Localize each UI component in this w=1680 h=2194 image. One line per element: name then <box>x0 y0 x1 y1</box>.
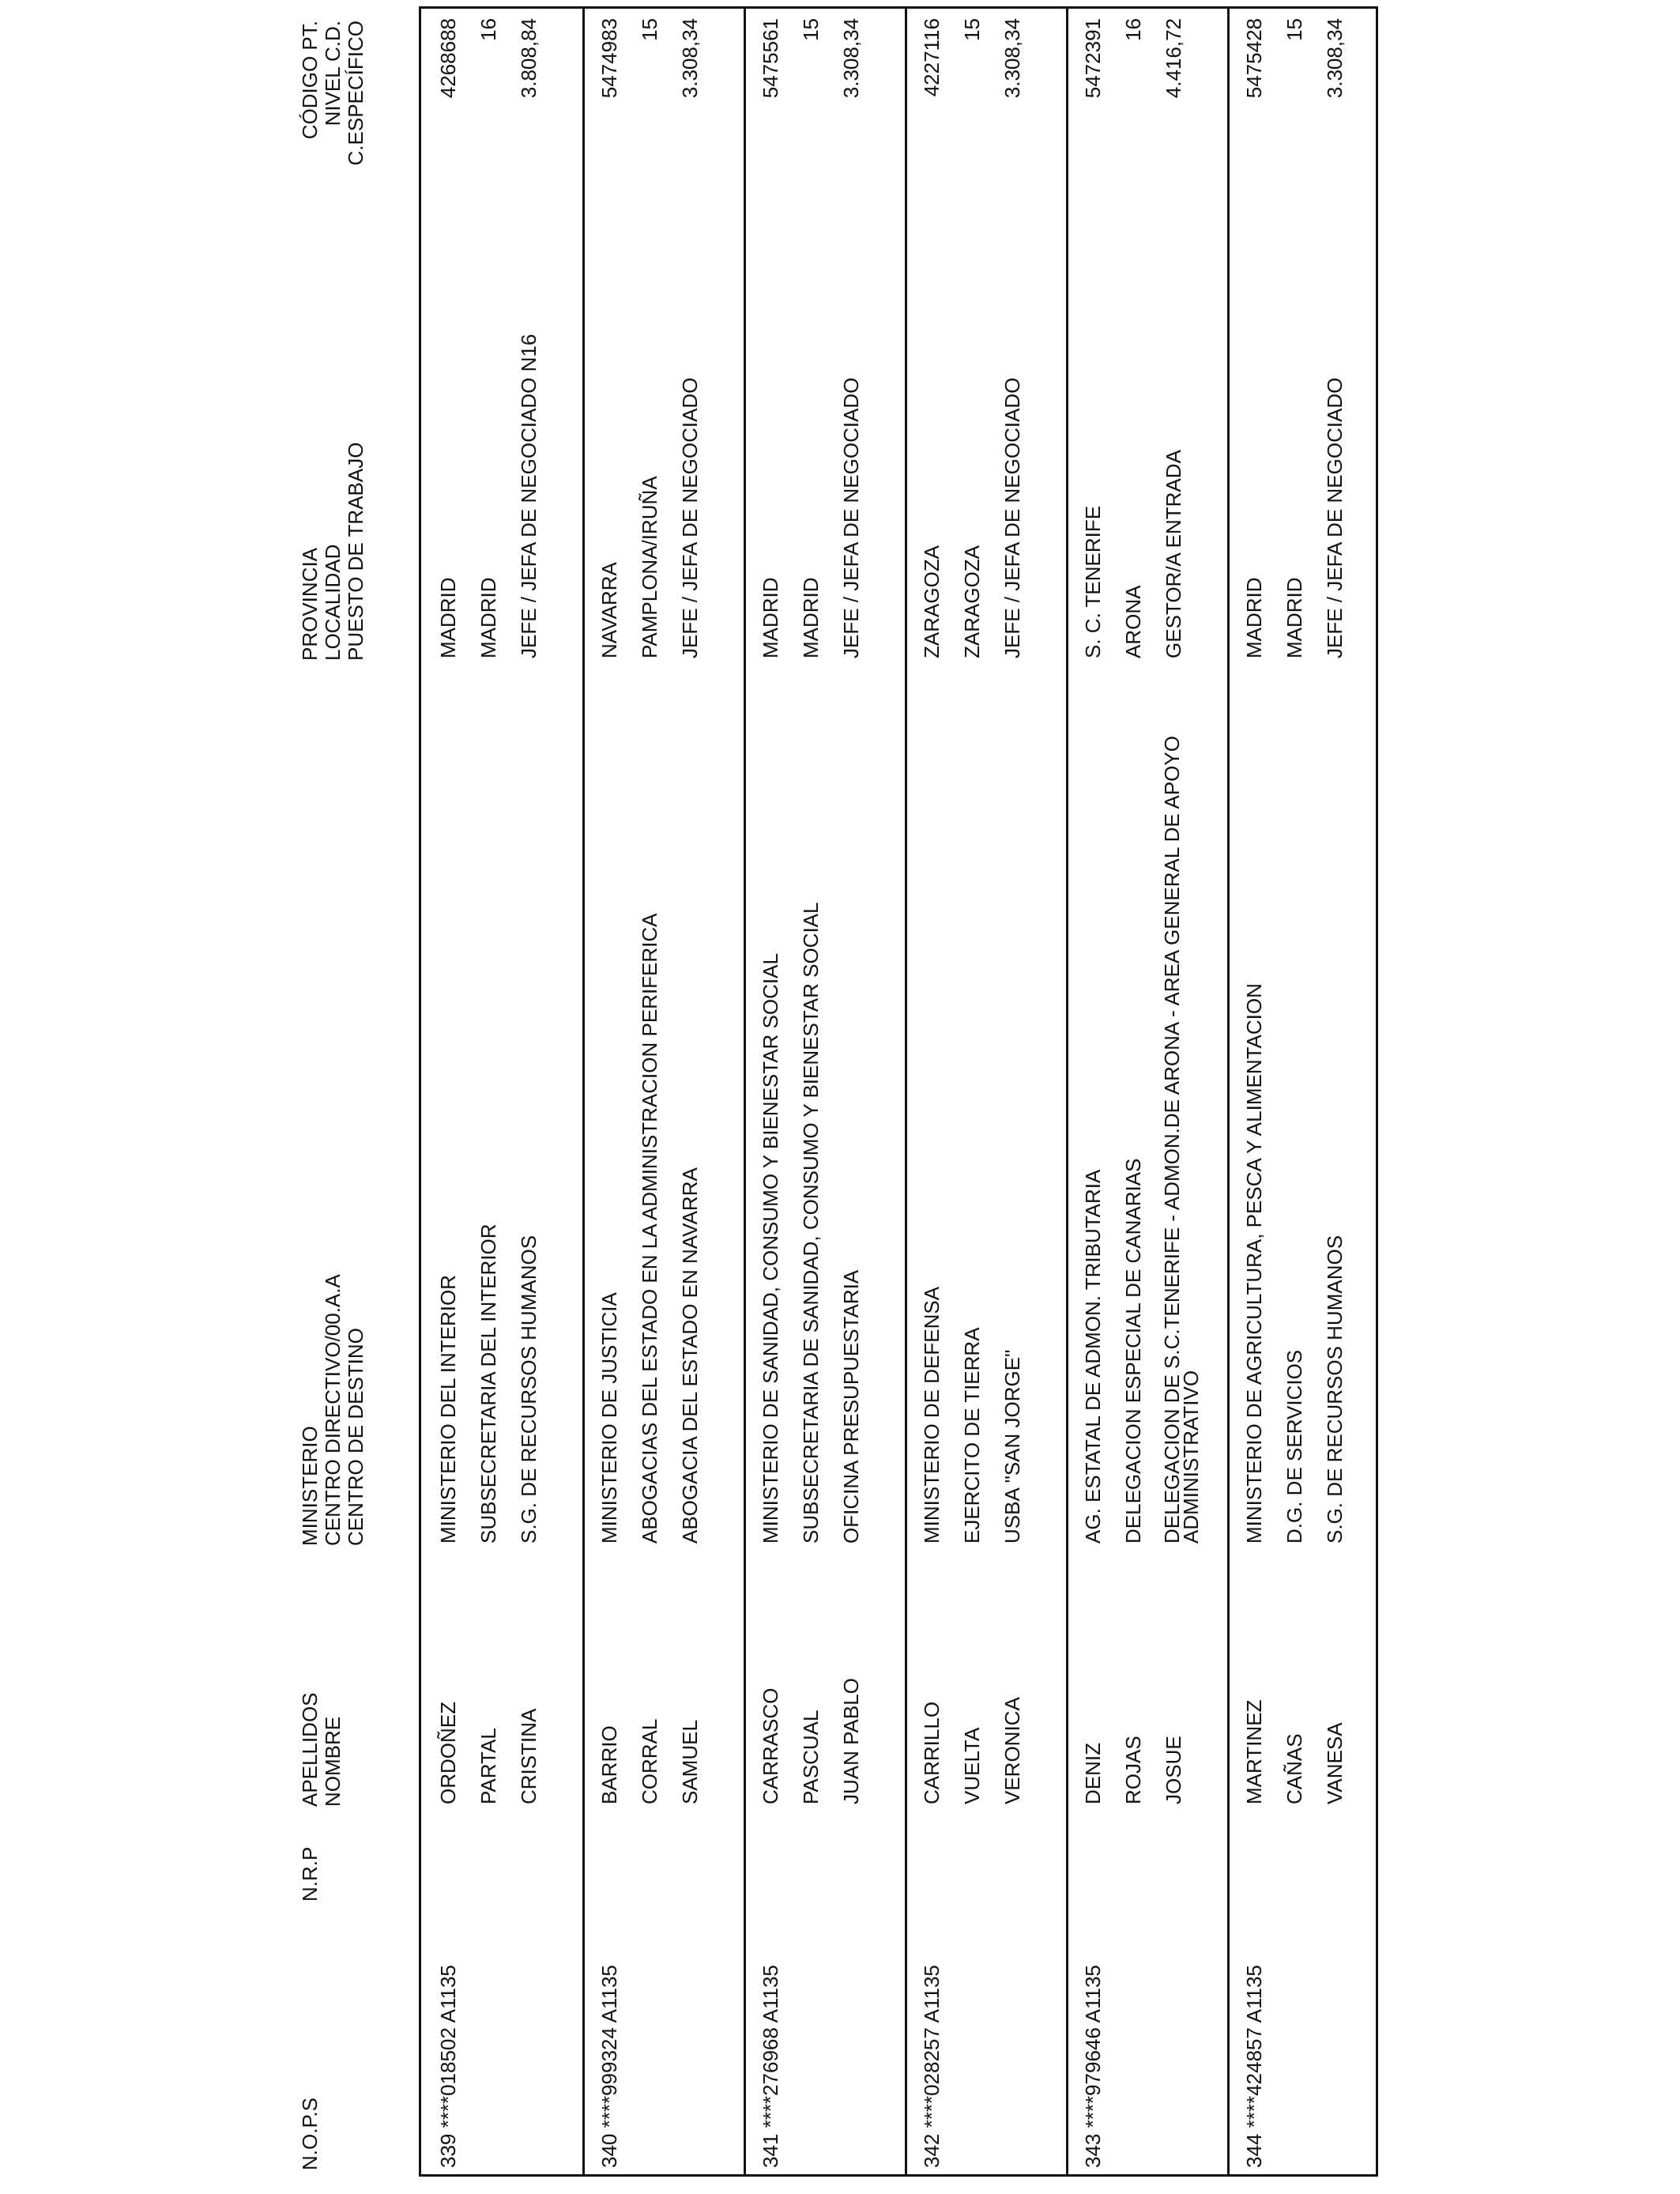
table-row <box>1066 9 1230 2174</box>
record-provincia: MADRID <box>1242 577 1266 658</box>
record-centro-directivo: DELEGACION ESPECIAL DE CANARIAS <box>1121 1158 1145 1544</box>
record-nivel: 16 <box>477 18 500 41</box>
record-localidad: PAMPLONA/IRUÑA <box>638 476 661 658</box>
table-row <box>1227 9 1388 2174</box>
record-codigo: 4227116 <box>920 18 944 97</box>
record-nombre: VERONICA <box>1000 1697 1024 1804</box>
header-nops <box>299 2098 322 2170</box>
record-provincia: ZARAGOZA <box>920 545 944 658</box>
record-puesto: JEFE / JEFA DE NEGOCIADO N16 <box>517 334 541 658</box>
record-apellido1: ORDOÑEZ <box>436 1702 460 1804</box>
header-nivel-label: NIVEL C.D. <box>321 21 345 126</box>
record-especifico: 3.308,34 <box>678 18 702 99</box>
record-codigo: 5475428 <box>1242 18 1266 99</box>
record-nops-nrp: 343 ****979646 A1135 <box>1081 1965 1105 2168</box>
record-apellido1: CARRILLO <box>920 1701 944 1804</box>
header-nops-label: N.O.P.S <box>298 2097 322 2170</box>
record-nivel: 15 <box>799 18 823 41</box>
record-ministerio: MINISTERIO DE AGRICULTURA, PESCA Y ALIMENTACION <box>1242 983 1266 1544</box>
record-centro-directivo: ABOGACIAS DEL ESTADO EN LA ADMINISTRACION PERIFERICA <box>638 913 661 1544</box>
record-centro-destino: S.G. DE RECURSOS HUMANOS <box>1323 1235 1347 1544</box>
table-row <box>582 9 746 2174</box>
record-puesto: JEFE / JEFA DE NEGOCIADO <box>839 377 863 658</box>
table-row <box>421 9 585 2174</box>
record-puesto: JEFE / JEFA DE NEGOCIADO <box>1323 377 1347 658</box>
header-nrp-label: N.R.P <box>298 1846 322 1902</box>
record-centro-directivo: SUBSECRETARIA DE SANIDAD, CONSUMO Y BIENESTAR SOCIAL <box>799 902 823 1544</box>
record-centro-destino: OFICINA PRESUPUESTARIA <box>839 1269 863 1544</box>
record-centro-directivo: EJERCITO DE TIERRA <box>960 1327 984 1544</box>
record-ministerio: MINISTERIO DE SANIDAD, CONSUMO Y BIENESTAR SOCIAL <box>759 953 782 1544</box>
record-localidad: MADRID <box>477 577 500 658</box>
record-apellido1: DENIZ <box>1081 1743 1105 1804</box>
record-nombre: JOSUE <box>1162 1736 1185 1804</box>
record-nops-nrp: 341 ****276968 A1135 <box>759 1965 782 2168</box>
header-centro-directivo-label: CENTRO DIRECTIVO/00.A.A <box>321 1274 345 1546</box>
header-nrp <box>299 1847 322 1902</box>
record-nops-nrp: 340 ****999324 A1135 <box>597 1965 621 2168</box>
record-nops-nrp: 342 ****028257 A1135 <box>920 1965 944 2168</box>
record-especifico: 3.808,84 <box>517 18 541 99</box>
record-apellido1: BARRIO <box>597 1725 621 1804</box>
record-especifico: 3.308,34 <box>1323 18 1347 99</box>
record-provincia: MADRID <box>759 577 782 658</box>
header-provincia-label: PROVINCIA <box>298 547 322 661</box>
record-provincia: S. C. TENERIFE <box>1081 505 1105 658</box>
record-centro-destino: USBA "SAN JORGE" <box>1000 1349 1024 1544</box>
record-apellido1: MARTINEZ <box>1242 1699 1266 1804</box>
records-table <box>419 6 1378 2177</box>
record-apellido2: VUELTA <box>960 1727 984 1804</box>
record-ministerio: AG. ESTATAL DE ADMON. TRIBUTARIA <box>1081 1169 1105 1544</box>
header-codigo-label: CÓDIGO PT. <box>298 21 322 140</box>
record-ministerio: MINISTERIO DE JUSTICIA <box>597 1292 621 1544</box>
record-especifico: 4.416,72 <box>1162 18 1185 99</box>
record-apellido2: PASCUAL <box>799 1710 823 1804</box>
record-puesto: JEFE / JEFA DE NEGOCIADO <box>678 377 702 658</box>
record-provincia: MADRID <box>436 577 460 658</box>
record-ministerio: MINISTERIO DEL INTERIOR <box>436 1275 460 1544</box>
header-apellidos-label: APELLIDOS <box>298 1692 322 1807</box>
record-especifico: 3.308,34 <box>839 18 863 99</box>
record-codigo: 5474983 <box>597 18 621 99</box>
record-puesto: GESTOR/A ENTRADA <box>1162 450 1185 658</box>
header-localidad-label: LOCALIDAD <box>321 544 345 661</box>
record-nivel: 15 <box>638 18 661 41</box>
record-nombre: VANESA <box>1323 1722 1347 1804</box>
header-centro-destino-label: CENTRO DE DESTINO <box>344 1328 367 1546</box>
record-centro-directivo: D.G. DE SERVICIOS <box>1283 1349 1306 1544</box>
record-centro-destino: DELEGACION DE S.C.TENERIFE - ADMON.DE ARONA - AREA GENERAL DE APOYO ADMINISTRATIVO <box>1160 736 1203 1544</box>
record-localidad: ARONA <box>1121 585 1145 658</box>
record-centro-destino: S.G. DE RECURSOS HUMANOS <box>517 1235 541 1544</box>
header-ministerio <box>299 1274 367 1546</box>
record-nombre: JUAN PABLO <box>839 1678 863 1804</box>
record-nops-nrp: 339 ****018502 A1135 <box>436 1965 460 2168</box>
header-especifico-label: C.ESPECÍFICO <box>344 21 367 166</box>
record-codigo: 5475561 <box>759 18 782 99</box>
header-apellidos <box>299 1692 345 1807</box>
header-ministerio-label: MINISTERIO <box>298 1426 322 1546</box>
record-localidad: MADRID <box>799 577 823 658</box>
record-apellido2: PARTAL <box>477 1728 500 1804</box>
header-puesto-label: PUESTO DE TRABAJO <box>344 442 367 661</box>
record-nombre: SAMUEL <box>678 1720 702 1804</box>
record-codigo: 5472391 <box>1081 18 1105 99</box>
record-codigo: 4268688 <box>436 18 460 99</box>
record-nombre: CRISTINA <box>517 1708 541 1804</box>
header-provincia <box>299 443 367 661</box>
record-localidad: ZARAGOZA <box>960 545 984 658</box>
record-nivel: 16 <box>1121 18 1145 41</box>
record-puesto: JEFE / JEFA DE NEGOCIADO <box>1000 377 1024 658</box>
record-ministerio: MINISTERIO DE DEFENSA <box>920 1286 944 1544</box>
record-apellido1: CARRASCO <box>759 1687 782 1804</box>
record-nivel: 15 <box>960 18 984 41</box>
record-nops-nrp: 344 ****424857 A1135 <box>1242 1965 1266 2168</box>
header-codigo <box>299 21 367 202</box>
record-localidad: MADRID <box>1283 577 1306 658</box>
record-apellido2: CORRAL <box>638 1718 661 1804</box>
record-centro-directivo: SUBSECRETARIA DEL INTERIOR <box>477 1223 500 1544</box>
record-nivel: 15 <box>1283 18 1306 41</box>
header-nombre-label: NOMBRE <box>321 1716 345 1807</box>
record-apellido2: CAÑAS <box>1283 1733 1306 1804</box>
table-row <box>905 9 1068 2174</box>
table-row <box>744 9 907 2174</box>
record-especifico: 3.308,34 <box>1000 18 1024 99</box>
record-centro-destino: ABOGACIA DEL ESTADO EN NAVARRA <box>678 1167 702 1544</box>
record-provincia: NAVARRA <box>597 562 621 658</box>
record-apellido2: ROJAS <box>1121 1736 1145 1804</box>
